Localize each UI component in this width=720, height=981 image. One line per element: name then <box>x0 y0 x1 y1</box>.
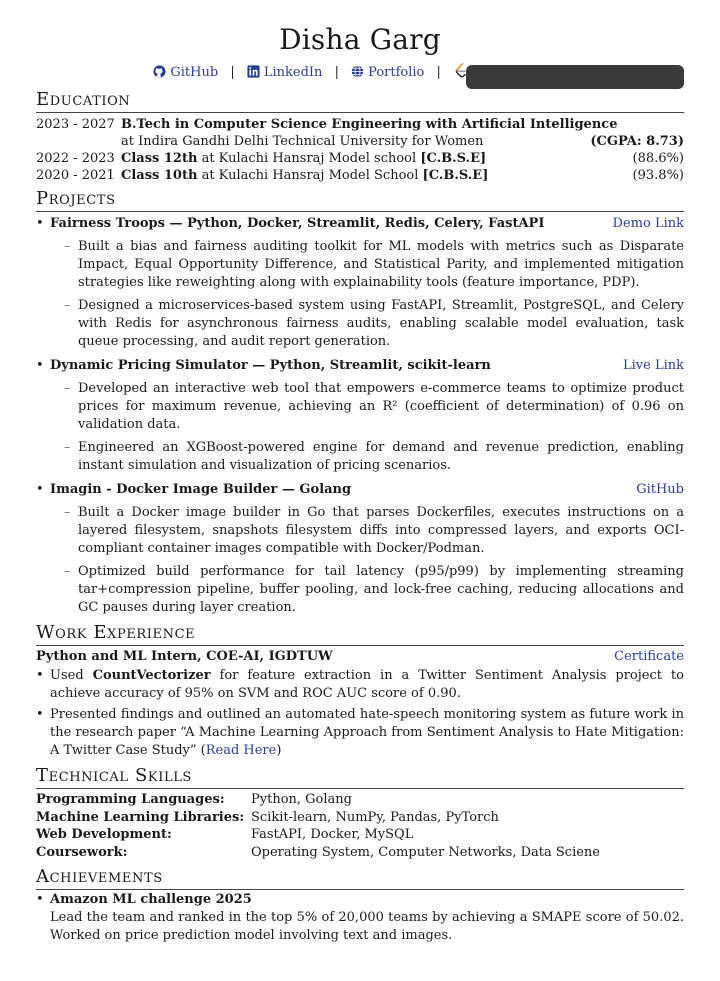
redacted-contact <box>466 65 684 89</box>
github-label: GitHub <box>170 65 219 80</box>
skill-value: FastAPI, Docker, MySQL <box>251 827 414 842</box>
skill-label: Coursework: <box>36 844 128 860</box>
experience-text: ) <box>276 743 282 758</box>
separator: | <box>334 65 339 80</box>
experience-text: Used <box>50 668 93 683</box>
experience-text: for feature extraction in a Twitter Sentiment Analysis project to achieve accuracy of 95% on SVM and ROC AUC score of 0.90. <box>50 668 684 701</box>
skill-value: Operating System, Computer Networks, Data Sciene <box>251 844 600 860</box>
skill-label: Programming Languages: <box>36 792 225 807</box>
education-entry-detail <box>36 133 684 150</box>
skill-row <box>36 844 684 862</box>
project-point: Optimized build performance for tail latency (p95/p99) by implementing streaming tar+compression pipeline, buffer pooling, and lock-free caching, reducing allocations and GC pauses during layer creation. <box>78 564 684 615</box>
read-here-link[interactable]: Read Here <box>205 743 277 758</box>
project-point: Designed a microservices-based system using FastAPI, Streamlit, PostgreSQL, and Celery with Redis for asynchronous fairness audits, enabling scalable model evaluation, task queue processing, and audit report generation. <box>78 298 684 349</box>
skill-row <box>36 809 684 827</box>
portfolio-link[interactable] <box>351 65 428 80</box>
achievements-heading: Achievements <box>36 865 684 890</box>
education-board: [C.B.S.E] <box>422 168 489 183</box>
project-point: Built a Docker image builder in Go that parses Dockerfiles, executes instructions on a layered filesystem, snapshots filesystem diffs into compressed layers, and exports OCI-compliant container images compatible with Docker/Podman. <box>78 505 684 556</box>
experience-header <box>36 648 684 666</box>
skill-value: Python, Golang <box>251 792 352 807</box>
certificate-link[interactable]: Certificate <box>614 649 684 664</box>
project-point: Engineered an XGBoost-powered engine for demand and revenue prediction, enabling instant simulation and visualization of pricing scenarios. <box>78 440 684 473</box>
bullet: • <box>36 668 44 683</box>
education-degree: Class 10th <box>121 168 198 183</box>
education-degree: Class 12th <box>121 151 198 166</box>
linkedin-link[interactable] <box>247 65 327 80</box>
github-icon <box>153 65 166 78</box>
achievement-title: Amazon ML challenge 2025 <box>50 892 252 907</box>
education-score: (88.6%) <box>632 151 684 166</box>
github-link[interactable] <box>153 65 222 80</box>
skill-row <box>36 826 684 844</box>
education-entry <box>36 150 684 167</box>
project-link[interactable]: Live Link <box>622 358 684 373</box>
contact-links <box>36 62 684 84</box>
candidate-name: Disha Garg <box>279 23 441 56</box>
education-score: (CGPA: 8.73) <box>590 134 684 149</box>
education-institution: at Kulachi Hansraj Model School <box>201 168 419 183</box>
education-list <box>36 116 684 184</box>
achievement-text: Lead the team and ranked in the top 5% of 20,000 teams by achieving a SMAPE score of 50.02. Worked on price prediction model involving text and images. <box>50 910 684 943</box>
skill-label: Web Development: <box>36 827 172 842</box>
experience-point <box>36 706 684 760</box>
education-score: (93.8%) <box>632 168 684 183</box>
linkedin-label: LinkedIn <box>263 65 323 80</box>
education-degree: B.Tech in Computer Science Engineering with Artificial Intelligence <box>121 117 618 132</box>
projects-heading: Projects <box>36 187 684 212</box>
education-heading: Education <box>36 88 684 113</box>
experience-text: Presented findings and outlined an automated hate-speech monitoring system as future work in the research paper “A Machine Learning Approach from Sentiment Analysis to Hate Mitigation: A Twitter Case Study” ( <box>50 707 684 758</box>
experience-heading: Work Experience <box>36 621 684 646</box>
project-title: Imagin - Docker Image Builder — Golang <box>50 482 352 497</box>
experience-role: Python and ML Intern, COE-AI, IGDTUW <box>36 649 333 664</box>
education-years: 2020 - 2021 <box>36 168 115 183</box>
dash: – <box>64 381 71 396</box>
project-title: Dynamic Pricing Simulator — Python, Streamlit, scikit-learn <box>50 358 491 373</box>
experience-point <box>36 667 684 703</box>
separator: | <box>230 65 235 80</box>
bullet: • <box>36 707 44 722</box>
education-board: [C.B.S.E] <box>420 151 487 166</box>
resume-page <box>36 0 684 945</box>
bullet: • <box>36 482 44 497</box>
dash: – <box>64 505 71 520</box>
dash: – <box>64 239 71 254</box>
education-years: 2022 - 2023 <box>36 151 115 166</box>
achievement-item <box>36 891 684 945</box>
bullet: • <box>36 216 44 231</box>
dash: – <box>64 298 71 313</box>
skill-row <box>36 791 684 809</box>
education-entry <box>36 116 684 133</box>
education-entry <box>36 167 684 184</box>
linkedin-icon <box>247 65 260 78</box>
project-link[interactable]: GitHub <box>636 482 684 497</box>
project-item <box>36 481 684 617</box>
project-title: Fairness Troops — Python, Docker, Streamlit, Redis, Celery, FastAPI <box>50 216 545 231</box>
education-years: 2023 - 2027 <box>36 117 115 132</box>
project-point: Built a bias and fairness auditing toolkit for ML models with metrics such as Disparate Impact, Equal Opportunity Difference, and Statistical Parity, and implemented mitigation strategies like reweighting along with explainability tools (feature importance, PDP). <box>78 239 684 290</box>
project-item <box>36 357 684 475</box>
globe-icon <box>351 65 364 78</box>
portfolio-label: Portfolio <box>368 65 425 80</box>
bullet: • <box>36 892 44 907</box>
skills-list <box>36 791 684 861</box>
skills-heading: Technical Skills <box>36 764 684 789</box>
education-institution: at Kulachi Hansraj Model school <box>201 151 417 166</box>
experience-keyword: CountVectorizer <box>92 668 211 683</box>
skill-label: Machine Learning Libraries: <box>36 809 245 825</box>
skill-value: Scikit-learn, NumPy, Pandas, PyTorch <box>251 809 499 825</box>
education-institution: at Indira Gandhi Delhi Technical University for Women <box>121 134 484 149</box>
dash: – <box>64 564 71 579</box>
dash: – <box>64 440 71 455</box>
bullet: • <box>36 358 44 373</box>
project-link[interactable]: Demo Link <box>612 216 684 231</box>
separator: | <box>436 65 441 80</box>
project-point: Developed an interactive web tool that empowers e-commerce teams to optimize product prices for maximum revenue, achieving an R² (coefficient of determination) of 0.96 on validation data. <box>78 381 684 432</box>
project-item <box>36 215 684 351</box>
